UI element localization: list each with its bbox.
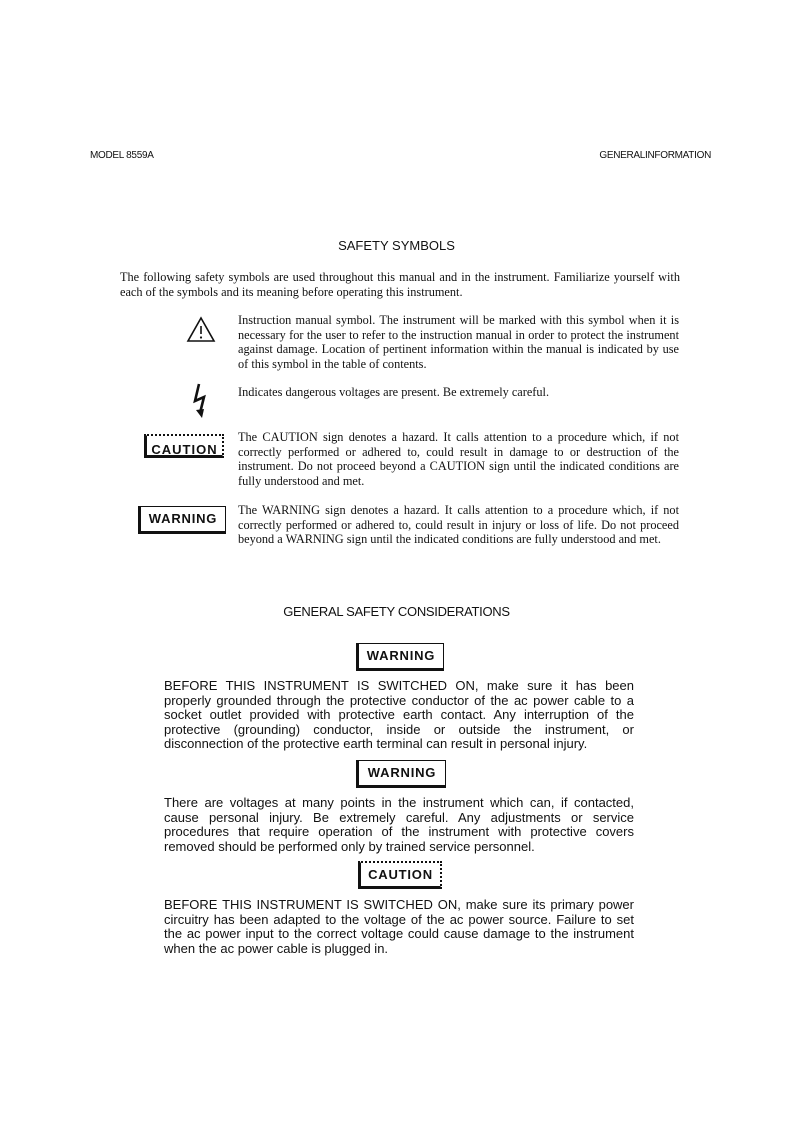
warning-sign-2: WARNING <box>356 760 446 788</box>
symbol-manual-description: Instruction manual symbol. The instrument will be marked with this symbol when it is necessary for the user to refer to the instruction manual in order to protect the instrument against damage. Location of pertinent information within the manual is indicated by use of this symbol in the table of contents. <box>238 313 679 371</box>
power-caution-text: BEFORE THIS INSTRUMENT IS SWITCHED ON, make sure its primary power circuitry has been adapted to the voltage of the ac power source. Failure to set the ac power input to the correct voltage could cause damage to the instrument when the ac power cable is plugged in. <box>164 897 634 956</box>
header-model: MODEL 8559A <box>90 150 154 161</box>
header-section: GENERALINFORMATION <box>599 150 711 161</box>
caution-sign-general: CAUTION <box>358 861 442 889</box>
symbol-caution-description: The CAUTION sign denotes a hazard. It calls attention to a procedure which, if not correctly performed or adhered to, could result in damage to or destruction of the instrument. Do not proceed beyond a CAUTION sign until the indicated conditions are fully understood and met. <box>238 430 679 488</box>
warning-sign: WARNING <box>138 506 226 534</box>
safety-symbols-intro: The following safety symbols are used throughout this manual and in the instrument. Familiarize yourself with each of the symbols and its meaning before operating this instrument. <box>120 270 680 299</box>
caution-sign: CAUTION <box>144 434 224 458</box>
symbol-voltage-description: Indicates dangerous voltages are present. Be extremely careful. <box>238 385 550 399</box>
warning-triangle-icon <box>186 316 216 349</box>
general-safety-title: GENERAL SAFETY CONSIDERATIONS <box>283 604 510 619</box>
safety-symbols-title: SAFETY SYMBOLS <box>338 238 455 253</box>
lightning-bolt-icon <box>190 382 212 425</box>
warning-sign-1: WARNING <box>356 643 444 671</box>
symbol-warning-description: The WARNING sign denotes a hazard. It calls attention to a procedure which, if not correctly performed or adhered to, could result in injury or loss of life. Do not proceed beyond a WARNING sign until the indicated conditions are fully understood and met. <box>238 503 679 547</box>
grounding-warning-text: BEFORE THIS INSTRUMENT IS SWITCHED ON, make sure it has been properly grounded through the protective conductor of the ac power cable to a socket outlet provided with protective earth contact. Any interruption of the protective (grounding) conductor, inside or outside the instrument, or disconnection of the protective earth terminal can result in personal injury. <box>164 678 634 752</box>
voltage-warning-text: There are voltages at many points in the instrument which can, if contacted, cause personal injury. Be extremely careful. Any adjustments or service procedures that require operation of the instrument with protective covers removed should be performed only by trained service personnel. <box>164 795 634 854</box>
